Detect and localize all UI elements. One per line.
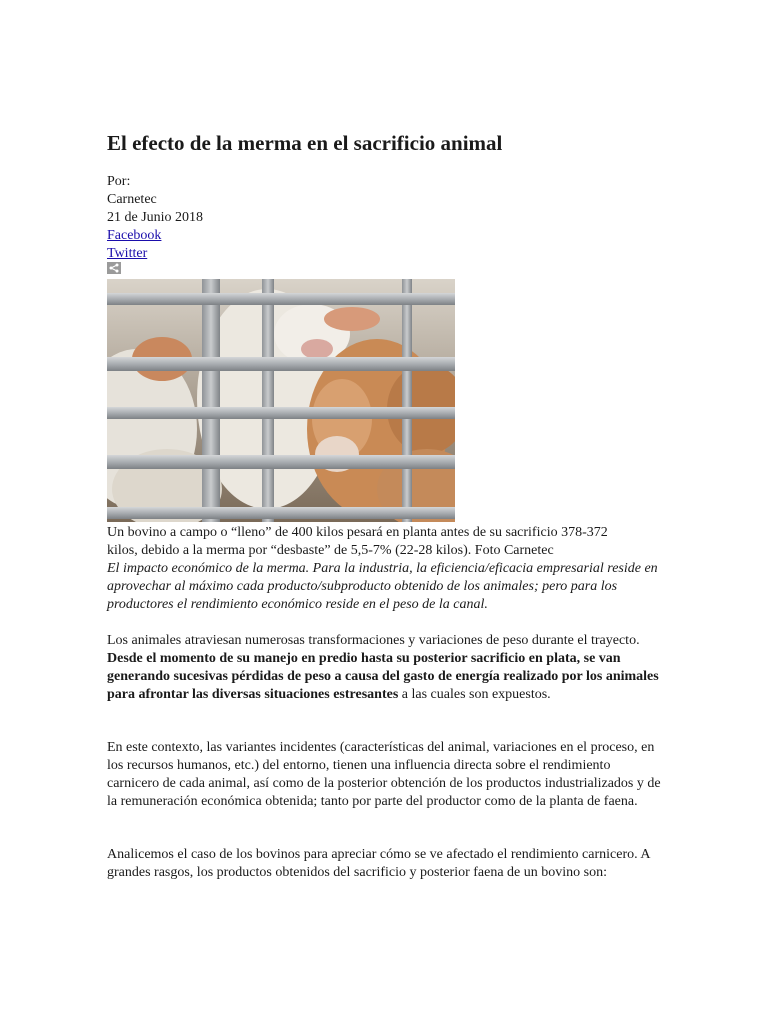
share-icon — [109, 263, 119, 273]
share-button[interactable] — [107, 262, 121, 274]
twitter-link[interactable]: Twitter — [107, 246, 148, 261]
photo-caption-line: kilos, debido a la merma por “desbaste” de 5,5-7% (22-28 kilos). Foto Carnetec — [107, 543, 554, 558]
article-meta — [107, 173, 203, 263]
photo-caption — [107, 524, 663, 560]
paragraph-bold-text: Desde el momento de su manejo en predio hasta su posterior sacrificio en plata, se van generando sucesivas pérdidas de peso a causa del gasto de energía realizado por los animales para afrontar las diversas situaciones estresantes — [107, 651, 659, 702]
article-paragraph-1 — [107, 632, 663, 704]
article-title: El efecto de la merma en el sacrificio animal — [107, 131, 503, 155]
paragraph-text: a las cuales son expuestos. — [398, 687, 551, 702]
photo-caption-line: Un bovino a campo o “lleno” de 400 kilos pesará en planta antes de su sacrificio 378-372 — [107, 525, 608, 540]
article-photo — [107, 279, 455, 522]
publish-date: 21 de Junio 2018 — [107, 210, 204, 225]
article-paragraph-2: En este contexto, las variantes incidentes (características del animal, variaciones en el proceso, en los recursos humanos, etc.) del entorno, tienen una influencia directa sobre el rendimiento carnicero de cada animal, así como de la posterior obtención de los productos industrializados y de la remuneración económica obtenida; tanto por parte del productor como de la planta de faena. — [107, 740, 661, 809]
article-paragraph-3: Analicemos el caso de los bovinos para apreciar cómo se ve afectado el rendimiento carnicero. A grandes rasgos, los productos obtenidos del sacrificio y posterior faena de un bovino son: — [107, 847, 650, 880]
article-lead: El impacto económico de la merma. Para la industria, la eficiencia/eficacia empresarial reside en aprovechar al máximo cada producto/subproducto obtenido de los animales; pero para los productores el rendimiento económico reside en el peso de la canal. — [107, 561, 658, 612]
by-label: Por: — [107, 174, 131, 189]
author-name: Carnetec — [107, 192, 157, 207]
facebook-link[interactable]: Facebook — [107, 228, 162, 243]
paragraph-text: Los animales atraviesan numerosas transformaciones y variaciones de peso durante el trayecto. — [107, 633, 640, 648]
